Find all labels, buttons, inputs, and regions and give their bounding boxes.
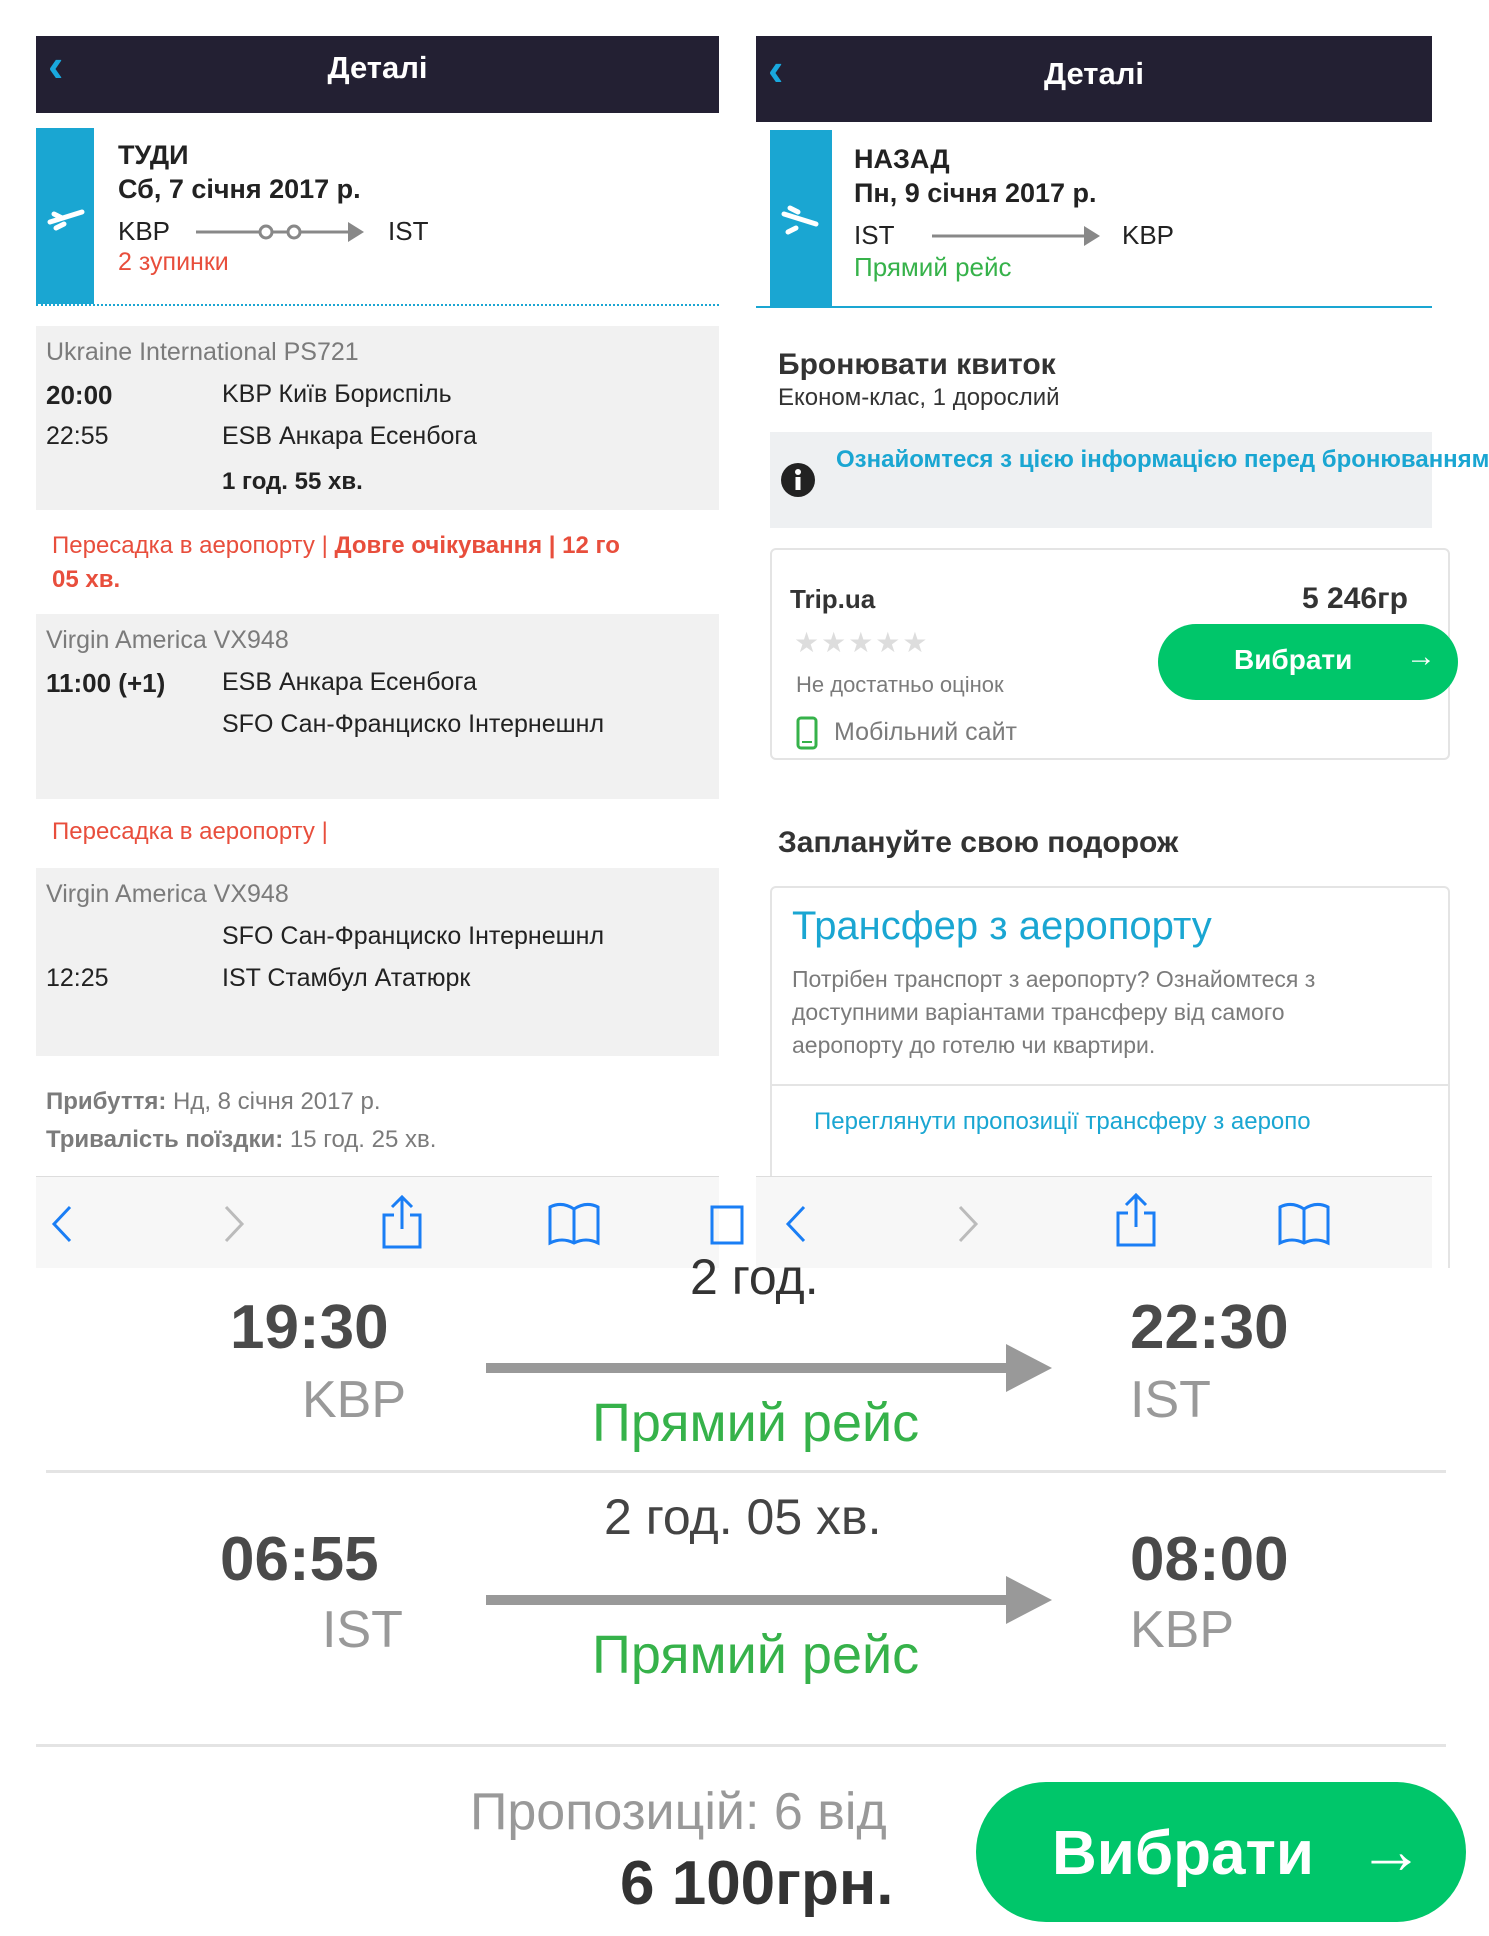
return-details-panel — [756, 36, 1489, 1268]
arrival-time: 22:55 — [46, 422, 109, 450]
header-bar — [756, 36, 1432, 122]
arrival-airport: IST Стамбул Ататюрк — [222, 964, 471, 992]
departure-time: 19:30 — [230, 1293, 389, 1362]
divider — [36, 1744, 1446, 1747]
browser-back-icon[interactable] — [50, 1203, 74, 1245]
transfer-description: аеропорту до готелю чи квартири. — [792, 1032, 1156, 1058]
arrow-right-icon: → — [1406, 640, 1436, 673]
back-icon[interactable]: ‹ — [48, 39, 64, 91]
transfer-wait-time: 05 хв. — [52, 566, 121, 593]
segment-sidebar — [36, 128, 94, 304]
plan-trip-title: Заплануйте свою подорож — [778, 826, 1179, 859]
tabs-icon[interactable] — [710, 1203, 722, 1249]
flight-summary-section — [0, 1249, 1452, 1936]
lowest-price: 6 100грн. — [620, 1849, 894, 1918]
flight-type: Прямий рейс — [854, 252, 1012, 282]
header-bar — [36, 36, 719, 113]
departure-time: 20:00 — [46, 380, 113, 410]
airline-name: Ukraine International PS721 — [46, 338, 359, 366]
bookmarks-icon[interactable] — [546, 1201, 602, 1247]
flight-duration: 2 год. 05 хв. — [604, 1489, 882, 1545]
outbound-segment[interactable] — [36, 128, 719, 306]
flight-duration: 2 год. — [690, 1249, 819, 1305]
agent-offer-card — [770, 548, 1450, 760]
flight-row[interactable] — [0, 1249, 1452, 1476]
flight-row[interactable] — [0, 1474, 1452, 1704]
flight-type: Прямий рейс — [592, 1625, 920, 1685]
offers-count: Пропозицій: 6 від — [470, 1783, 887, 1841]
arrival-airport: ESB Анкара Есенбога — [222, 422, 477, 450]
route-arrow-icon — [196, 220, 366, 244]
flight-leg-card — [36, 614, 719, 799]
agent-price: 5 246гр — [1302, 582, 1408, 615]
leg-duration: 1 год. 55 хв. — [222, 468, 363, 495]
browser-forward-icon[interactable] — [956, 1203, 980, 1245]
departure-airport: ESB Анкара Есенбога — [222, 668, 477, 696]
info-text: Ознайомтеся з цією інформацією перед бронюванням — [836, 446, 1489, 473]
info-notice[interactable] — [770, 432, 1489, 528]
stops-count: 2 зупинки — [118, 248, 229, 276]
transfer-info: Пересадка в аеропорту | — [52, 818, 328, 845]
share-icon[interactable] — [380, 1193, 424, 1249]
select-button-label: Вибрати — [1052, 1819, 1315, 1888]
origin-code: IST — [854, 220, 895, 250]
route-arrow-icon — [932, 224, 1102, 248]
header-title: Деталі — [327, 50, 428, 85]
divider — [46, 1470, 1446, 1473]
flight-type: Прямий рейс — [592, 1393, 920, 1453]
trip-duration-summary: Тривалість поїздки: 15 год. 25 хв. — [46, 1126, 437, 1153]
departure-time: 06:55 — [220, 1525, 379, 1594]
mobile-site-label: Мобільний сайт — [834, 718, 1017, 746]
select-button[interactable] — [976, 1782, 1466, 1922]
destination-code: KBP — [1122, 220, 1175, 250]
airline-name: Virgin America VX948 — [46, 880, 289, 908]
transfer-info: Пересадка в аеропорту | Довге очікування | 12 го — [52, 532, 620, 559]
transfer-offers-link[interactable]: Переглянути пропозиції трансферу з аеропо — [814, 1108, 1311, 1135]
browser-back-icon[interactable] — [784, 1203, 808, 1245]
agent-name: Trip.ua — [790, 584, 876, 614]
origin-code: KBP — [118, 216, 171, 246]
arrival-code: KBP — [1130, 1601, 1235, 1659]
destination-code: IST — [388, 216, 429, 246]
booking-subtitle: Економ-клас, 1 дорослий — [778, 384, 1060, 411]
arrival-summary: Прибуття: Нд, 8 січня 2017 р. — [46, 1088, 381, 1115]
departure-airport: KBP Київ Бориспіль — [222, 380, 452, 408]
departure-airport: SFO Сан-Франциско Інтернешнл — [222, 922, 605, 950]
browser-toolbar — [756, 1176, 1432, 1268]
departure-code: IST — [322, 1601, 403, 1659]
route-arrow-icon — [486, 1340, 1056, 1396]
transfer-description: Потрібен транспорт з аеропорту? Ознайомтеся з — [792, 966, 1316, 992]
flight-leg-card — [36, 868, 719, 1056]
plane-arrival-icon — [780, 200, 820, 240]
select-offer-button[interactable] — [1158, 624, 1458, 700]
arrival-code: IST — [1130, 1371, 1211, 1429]
segment-sidebar — [770, 130, 832, 306]
segment-date: Сб, 7 січня 2017 р. — [118, 174, 361, 204]
arrival-time: 12:25 — [46, 964, 109, 992]
rating-text: Не достатньо оцінок — [796, 672, 1004, 697]
rating-stars-icon: ★★★★★ — [794, 627, 930, 658]
transfer-title: Трансфер з аеропорту — [792, 904, 1212, 948]
arrival-airport: SFO Сан-Франциско Інтернешнл — [222, 710, 605, 738]
select-button-label: Вибрати — [1234, 644, 1353, 675]
mobile-icon — [796, 716, 818, 750]
back-icon[interactable]: ‹ — [768, 43, 784, 95]
booking-title: Бронювати квиток — [778, 348, 1056, 381]
departure-code: KBP — [302, 1371, 407, 1429]
return-segment[interactable] — [756, 130, 1432, 308]
divider — [772, 1084, 1448, 1086]
share-icon[interactable] — [1114, 1191, 1158, 1247]
arrow-right-icon: → — [1358, 1813, 1424, 1887]
direction-label: НАЗАД — [854, 144, 950, 174]
arrival-time: 08:00 — [1130, 1525, 1289, 1594]
arrival-time: 22:30 — [1130, 1293, 1289, 1362]
transfer-description: доступними варіантами трансферу від самого — [792, 999, 1285, 1025]
route-arrow-icon — [486, 1572, 1056, 1628]
flight-leg-card — [36, 326, 719, 510]
info-icon — [780, 462, 816, 498]
bookmarks-icon[interactable] — [1276, 1201, 1332, 1247]
browser-toolbar — [36, 1176, 719, 1268]
airline-name: Virgin America VX948 — [46, 626, 289, 654]
browser-forward-icon[interactable] — [222, 1203, 246, 1245]
departure-time: 11:00 (+1) — [46, 668, 166, 698]
outbound-details-panel — [36, 36, 719, 1268]
header-title: Деталі — [1043, 56, 1145, 91]
segment-date: Пн, 9 січня 2017 р. — [854, 178, 1097, 208]
direction-label: ТУДИ — [118, 140, 189, 170]
plane-departure-icon — [46, 198, 86, 238]
